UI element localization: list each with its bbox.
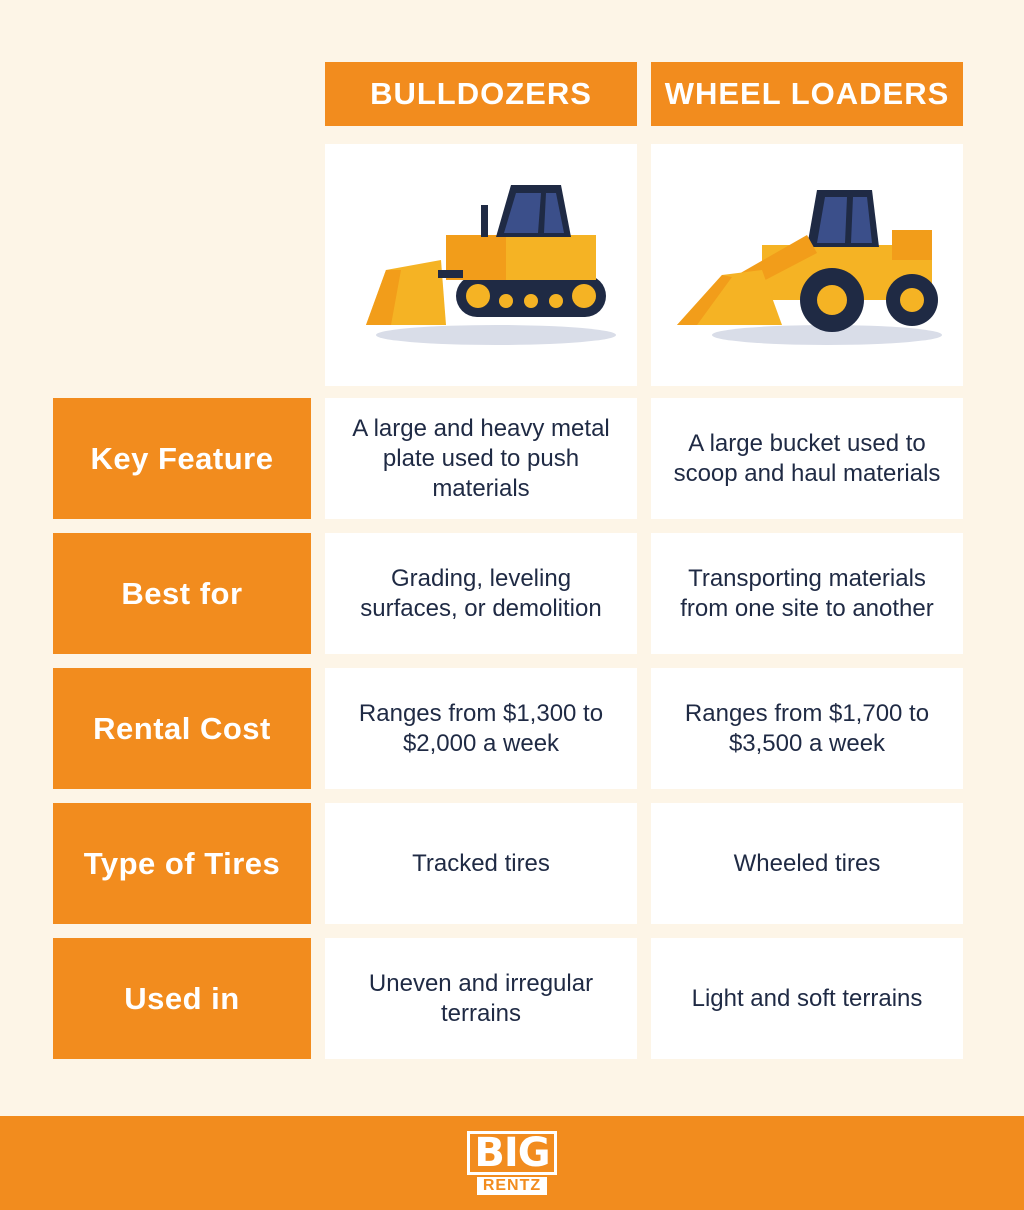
cell-bulldozers-rental-cost: Ranges from $1,300 to $2,000 a week — [325, 668, 637, 789]
cell-wheel-loaders-used-in: Light and soft terrains — [651, 938, 963, 1059]
bulldozer-image-card — [325, 144, 637, 386]
row-label-used-in: Used in — [53, 938, 311, 1059]
cell-wheel-loaders-key-feature: A large bucket used to scoop and haul materials — [651, 398, 963, 519]
cell-bulldozers-key-feature: A large and heavy metal plate used to push materials — [325, 398, 637, 519]
cell-wheel-loaders-rental-cost: Ranges from $1,700 to $3,500 a week — [651, 668, 963, 789]
cell-wheel-loaders-best-for: Transporting materials from one site to another — [651, 533, 963, 654]
logo-bottom-text: RENTZ — [477, 1177, 547, 1195]
bulldozer-icon — [346, 175, 616, 355]
wheel-loader-image-card — [651, 144, 963, 386]
cell-bulldozers-best-for: Grading, leveling surfaces, or demolition — [325, 533, 637, 654]
column-header-wheel-loaders: WHEEL LOADERS — [651, 62, 963, 126]
footer-bar — [0, 1116, 1024, 1210]
row-label-best-for: Best for — [53, 533, 311, 654]
logo-top-text: BIG — [467, 1131, 556, 1175]
column-header-bulldozers: BULLDOZERS — [325, 62, 637, 126]
cell-wheel-loaders-type-of-tires: Wheeled tires — [651, 803, 963, 924]
row-label-type-of-tires: Type of Tires — [53, 803, 311, 924]
row-label-key-feature: Key Feature — [53, 398, 311, 519]
row-label-rental-cost: Rental Cost — [53, 668, 311, 789]
cell-bulldozers-used-in: Uneven and irregular terrains — [325, 938, 637, 1059]
cell-bulldozers-type-of-tires: Tracked tires — [325, 803, 637, 924]
wheel-loader-icon — [667, 175, 947, 355]
bigrentz-logo — [467, 1131, 556, 1195]
